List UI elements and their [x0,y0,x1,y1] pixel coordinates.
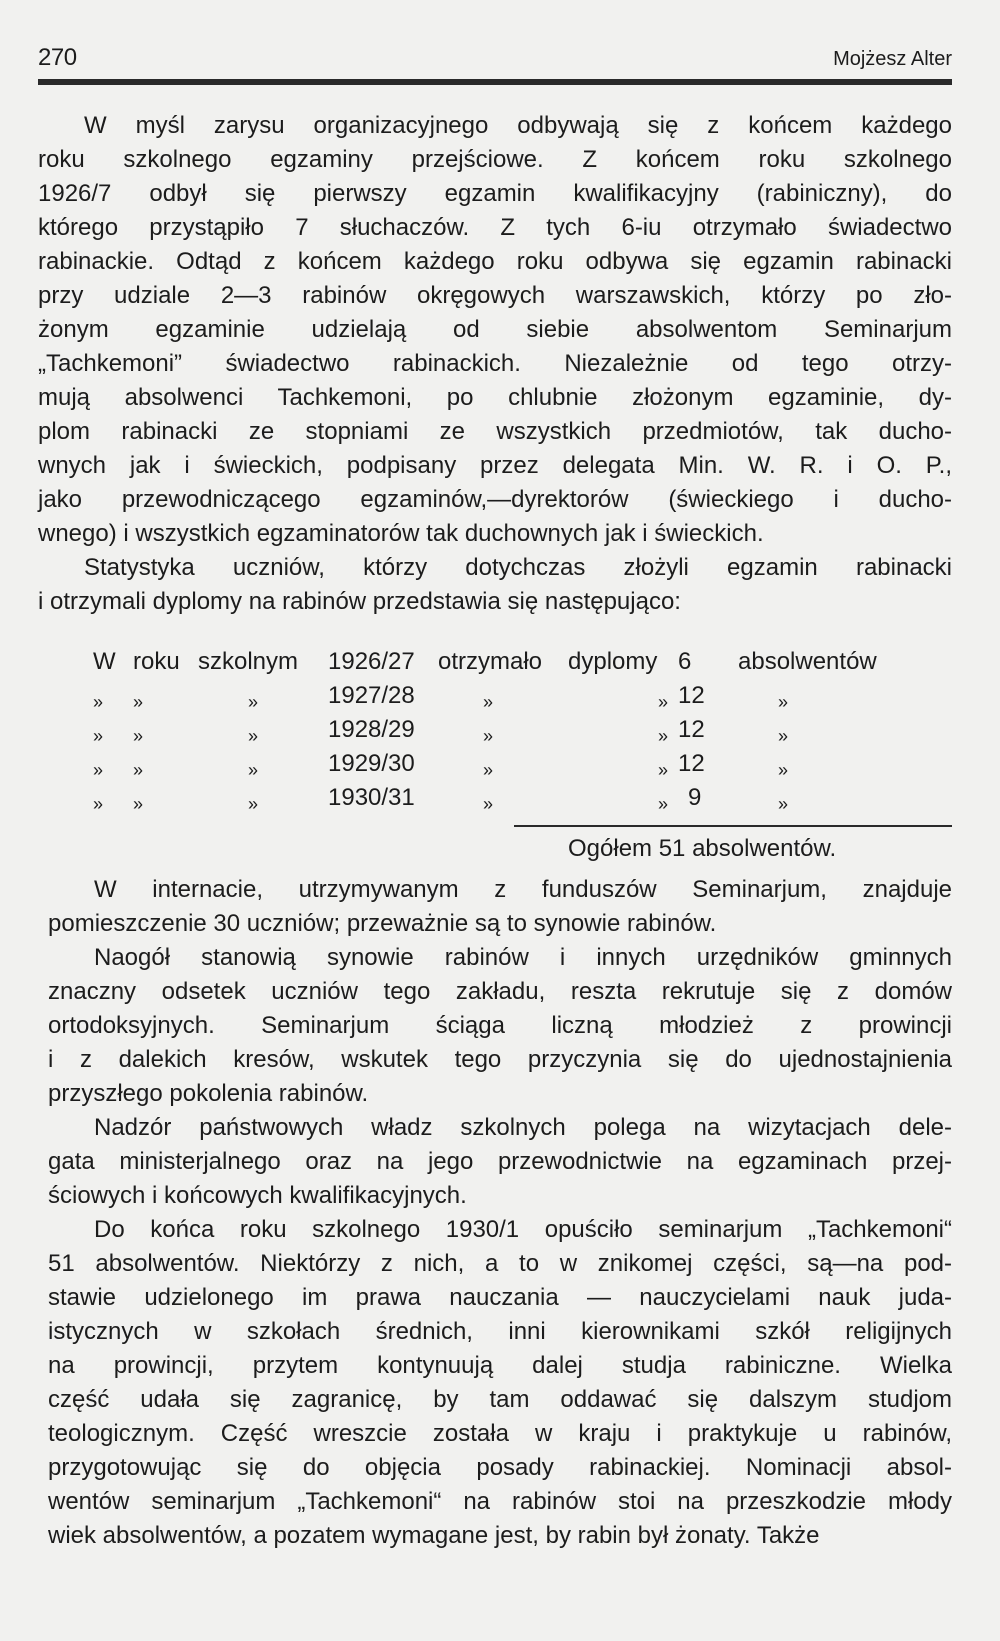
text-line: istycznych w szkołach średnich, inni kierownikami szkół religijnych [48,1318,952,1345]
text-line: Statystyka uczniów, którzy dotychczas złożyli egzamin rabinacki [84,554,952,581]
ditto-mark: » [658,794,669,814]
text-line: „Tachkemoni” świadectwo rabinackich. Niezależnie od tego otrzy- [38,350,952,377]
text-line: pomieszczenie 30 uczniów; przeważnie są to synowie rabinów. [48,910,717,937]
text-line: znaczny odsetek uczniów tego zakładu, reszta rekrutuje się z domów [48,978,952,1005]
ditto-mark: » [248,692,259,712]
paragraph [48,873,952,941]
ditto-mark: » [778,692,789,712]
sum-rule [514,825,952,827]
ditto-mark: » [658,760,669,780]
body-text-bottom [48,873,952,1553]
ditto-mark: » [778,726,789,746]
ditto-mark: » [133,760,144,780]
year: 1929/30 [328,750,415,777]
ditto-mark: » [93,794,104,814]
text-line: wiek absolwentów, a pozatem wymagane jest, by rabin był żonaty. Także [48,1522,820,1549]
ditto-mark: » [248,760,259,780]
running-head: Mojżesz Alter [833,48,952,70]
text-line: część udała się zagranicę, by tam oddawać się dalszym studjom [48,1386,952,1413]
ditto-mark: » [778,760,789,780]
count: 6 [678,648,692,675]
ditto-mark: » [483,726,494,746]
statistics-row [38,713,952,747]
ditto-mark: » [133,794,144,814]
statistics-row [38,781,952,815]
ditto-mark: » [483,760,494,780]
prefix-word: roku [133,648,180,675]
count: 9 [688,784,702,811]
text-line: wnych jak i świeckich, podpisany przez delegata Min. W. R. i O. P., [38,452,952,479]
prefix-word: szkolnym [198,648,299,675]
text-line: wentów seminarjum „Tachkemoni“ na rabinów stoi na przeszkodzie młody [48,1488,952,1515]
text-line: i otrzymali dyplomy na rabinów przedstawia się następująco: [38,588,681,615]
text-line: żonym egzaminie udzielają od siebie absolwentom Seminarjum [38,316,952,343]
text-line: 51 absolwentów. Niektórzy z nich, a to w znikomej części, są—na pod- [48,1250,952,1277]
text-line: gata ministerjalnego oraz na jego przewodnictwie na egzaminach przej- [48,1148,952,1175]
count: 12 [678,682,705,709]
verb: otrzymało [438,648,543,675]
year: 1928/29 [328,716,415,743]
ditto-mark: » [248,726,259,746]
paragraph [48,1111,952,1213]
text-line: przy udziale 2—3 rabinów okręgowych warszawskich, którzy po zło- [38,282,952,309]
statistics-row [38,747,952,781]
ditto-mark: » [93,692,104,712]
text-line: i z dalekich kresów, wskutek tego przyczynia się do ujednostajnienia [48,1046,952,1073]
text-line: mują absolwenci Tachkemoni, po chlubnie złożonym egzaminie, dy- [38,384,952,411]
paragraph [48,1213,952,1553]
text-line: W myśl zarysu organizacyjnego odbywają się z końcem każdego [84,112,952,139]
ditto-mark: » [658,692,669,712]
ditto-mark: » [93,726,104,746]
statistics-row [38,679,952,713]
body-text-top [38,109,952,619]
ditto-mark: » [778,794,789,814]
header-rule [38,79,952,85]
ditto-mark: » [133,692,144,712]
text-line: wnego) i wszystkich egzaminatorów tak duchownych jak i świeckich. [38,520,764,547]
text-line: W internacie, utrzymywanym z funduszów Seminarjum, znajduje [94,876,952,903]
paragraph [38,551,952,619]
text-line: roku szkolnego egzaminy przejściowe. Z końcem roku szkolnego [38,146,952,173]
text-line: plom rabinacki ze stopniami ze wszystkich przedmiotów, tak ducho- [38,418,952,445]
text-line: Do końca roku szkolnego 1930/1 opuściło seminarjum „Tachkemoni“ [94,1216,952,1243]
object: dyplomy [568,648,658,675]
ditto-mark: » [483,794,494,814]
year: 1930/31 [328,784,415,811]
text-line: ortodoksyjnych. Seminarjum ściąga liczną młodzież z prowincji [48,1012,952,1039]
statistics-row [38,645,952,679]
text-line: Naogół stanowią synowie rabinów i innych urzędników gminnych [94,944,952,971]
text-line: jako przewodniczącego egzaminów,—dyrektorów (świeckiego i ducho- [38,486,952,513]
page-header [38,44,952,74]
text-line: przygotowując się do objęcia posady rabinackiej. Nominacji absol- [48,1454,952,1481]
ditto-mark: » [248,794,259,814]
text-line: którego przystąpiło 7 słuchaczów. Z tych 6-iu otrzymało świadectwo [38,214,952,241]
text-line: Nadzór państwowych władz szkolnych polega na wizytacjach dele- [94,1114,952,1141]
year: 1926/27 [328,648,415,675]
unit: absolwentów [738,648,877,675]
text-line: stawie udzielonego im prawa nauczania — nauczycielami nauk juda- [48,1284,952,1311]
statistics-total: Ogółem 51 absolwentów. [568,835,837,862]
ditto-mark: » [483,692,494,712]
count: 12 [678,750,705,777]
text-line: ściowych i końcowych kwalifikacyjnych. [48,1182,467,1209]
ditto-mark: » [658,726,669,746]
page-number: 270 [38,44,77,71]
paragraph [38,109,952,551]
ditto-mark: » [93,760,104,780]
ditto-mark: » [133,726,144,746]
text-line: teologicznym. Część wreszcie została w kraju i praktykuje u rabinów, [48,1420,952,1447]
count: 12 [678,716,705,743]
year: 1927/28 [328,682,415,709]
prefix-word: W [93,648,116,675]
statistics-table [38,645,952,875]
text-line: przyszłego pokolenia rabinów. [48,1080,369,1107]
paragraph [48,941,952,1111]
text-line: rabinackie. Odtąd z końcem każdego roku odbywa się egzamin rabinacki [38,248,952,275]
text-line: 1926/7 odbył się pierwszy egzamin kwalifikacyjny (rabiniczny), do [38,180,952,207]
text-line: na prowincji, przytem kontynuują dalej studja rabiniczne. Wielka [48,1352,952,1379]
